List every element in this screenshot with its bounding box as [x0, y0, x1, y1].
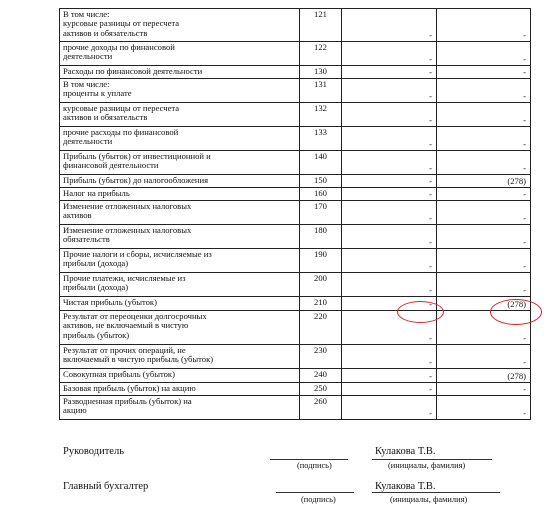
current-period-value: -	[429, 260, 432, 271]
row-name-cell: прочие расходы по финансовой деятельности	[60, 127, 300, 151]
row-name-cell: курсовые разницы от пересчета активов и обязательств	[60, 103, 300, 127]
current-period-cell	[342, 42, 437, 66]
previous-period-value: -	[523, 53, 526, 64]
row-name-cell: Изменение отложенных налоговых обязательств	[60, 225, 300, 249]
signature-line	[270, 459, 348, 460]
previous-period-value: -	[523, 29, 526, 40]
row-name-cell: Расходы по финансовой деятельности	[60, 66, 300, 79]
table-row	[60, 151, 531, 175]
row-code-cell: 133	[300, 127, 342, 151]
current-period-cell	[342, 396, 437, 420]
row-code-cell: 132	[300, 103, 342, 127]
previous-period-cell	[437, 383, 531, 396]
previous-period-cell	[437, 311, 531, 345]
current-period-cell	[342, 151, 437, 175]
previous-period-cell	[437, 151, 531, 175]
row-code-cell: 220	[300, 311, 342, 345]
previous-period-value: -	[523, 236, 526, 247]
previous-period-value: -	[523, 188, 526, 199]
current-period-value: -	[429, 356, 432, 367]
current-period-cell	[342, 175, 437, 188]
table-row	[60, 225, 531, 249]
current-period-value: -	[429, 162, 432, 173]
previous-period-cell	[437, 175, 531, 188]
table-row	[60, 345, 531, 369]
row-code-cell: 190	[300, 249, 342, 273]
row-code-cell: 160	[300, 188, 342, 201]
previous-period-cell	[437, 188, 531, 201]
previous-period-value: (278)	[507, 175, 526, 186]
current-period-cell	[342, 127, 437, 151]
previous-period-value: -	[523, 407, 526, 418]
name-line	[372, 492, 500, 493]
current-period-value: -	[429, 53, 432, 64]
previous-period-value: -	[523, 162, 526, 173]
current-period-value: -	[429, 66, 432, 77]
row-code-cell: 121	[300, 9, 342, 42]
row-code-cell: 130	[300, 66, 342, 79]
row-name-cell: Прочие налоги и сборы, исчисляемые из прибыли (дохода)	[60, 249, 300, 273]
name-caption: (инициалы, фамилия)	[388, 461, 466, 470]
previous-period-cell	[437, 66, 531, 79]
previous-period-value: -	[523, 356, 526, 367]
previous-period-value: -	[523, 90, 526, 101]
current-period-value: -	[429, 138, 432, 149]
row-name-cell: Результат от прочих операций, не включаемый в чистую прибыль (убыток)	[60, 345, 300, 369]
current-period-value: -	[429, 236, 432, 247]
table-body	[60, 9, 531, 420]
row-code-cell: 150	[300, 175, 342, 188]
row-name-cell: Совокупная прибыль (убыток)	[60, 369, 300, 383]
income-statement-table	[59, 8, 531, 420]
current-period-value: -	[429, 298, 432, 309]
table-row	[60, 66, 531, 79]
row-name-cell: Базовая прибыль (убыток) на акцию	[60, 383, 300, 396]
previous-period-value: -	[523, 383, 526, 394]
row-code-cell: 250	[300, 383, 342, 396]
previous-period-cell	[437, 396, 531, 420]
row-name-cell: Изменение отложенных налоговых активов	[60, 201, 300, 225]
previous-period-value: -	[523, 66, 526, 77]
row-code-cell: 131	[300, 79, 342, 103]
previous-period-value: (278)	[507, 298, 526, 309]
row-name-cell: Результат от переоценки долгосрочных активов, не включаемый в чистую прибыль (убыток)	[60, 311, 300, 345]
row-code-cell: 180	[300, 225, 342, 249]
previous-period-value: -	[523, 332, 526, 343]
table-row	[60, 188, 531, 201]
table-row	[60, 79, 531, 103]
table-row	[60, 9, 531, 42]
current-period-cell	[342, 9, 437, 42]
row-name-cell: прочие доходы по финансовой деятельности	[60, 42, 300, 66]
previous-period-cell	[437, 225, 531, 249]
previous-period-value: (278)	[507, 370, 526, 381]
current-period-value: -	[429, 175, 432, 186]
row-name-cell: Налог на прибыль	[60, 188, 300, 201]
row-code-cell: 140	[300, 151, 342, 175]
table-row	[60, 42, 531, 66]
row-code-cell: 200	[300, 273, 342, 297]
current-period-cell	[342, 188, 437, 201]
current-period-value: -	[429, 407, 432, 418]
current-period-cell	[342, 383, 437, 396]
row-code-cell: 210	[300, 297, 342, 311]
table-row	[60, 383, 531, 396]
table-row	[60, 273, 531, 297]
row-name-cell: В том числе: проценты к уплате	[60, 79, 300, 103]
previous-period-cell	[437, 249, 531, 273]
table-row	[60, 201, 531, 225]
previous-period-cell	[437, 201, 531, 225]
previous-period-value: -	[523, 212, 526, 223]
current-period-value: -	[429, 370, 432, 381]
row-name-cell: Прибыль (убыток) до налогообложения	[60, 175, 300, 188]
previous-period-cell	[437, 103, 531, 127]
current-period-cell	[342, 66, 437, 79]
previous-period-cell	[437, 273, 531, 297]
signature-name: Кулакова Т.В.	[375, 446, 436, 457]
previous-period-value: -	[523, 114, 526, 125]
table-row	[60, 396, 531, 420]
previous-period-value: -	[523, 284, 526, 295]
current-period-value: -	[429, 29, 432, 40]
current-period-value: -	[429, 212, 432, 223]
table-row	[60, 369, 531, 383]
previous-period-cell	[437, 79, 531, 103]
current-period-cell	[342, 369, 437, 383]
previous-period-value: -	[523, 138, 526, 149]
current-period-cell	[342, 201, 437, 225]
current-period-value: -	[429, 383, 432, 394]
previous-period-cell	[437, 42, 531, 66]
table-row	[60, 175, 531, 188]
current-period-cell	[342, 345, 437, 369]
signature-caption: (подпись)	[301, 495, 336, 504]
row-code-cell: 122	[300, 42, 342, 66]
current-period-cell	[342, 297, 437, 311]
row-code-cell: 260	[300, 396, 342, 420]
signature-role-label: Главный бухгалтер	[63, 481, 149, 492]
previous-period-cell	[437, 369, 531, 383]
current-period-value: -	[429, 284, 432, 295]
current-period-cell	[342, 103, 437, 127]
row-name-cell: Чистая прибыль (убыток)	[60, 297, 300, 311]
table-row	[60, 103, 531, 127]
row-name-cell: Прочие платежи, исчисляемые из прибыли (дохода)	[60, 273, 300, 297]
current-period-cell	[342, 273, 437, 297]
previous-period-cell	[437, 297, 531, 311]
current-period-value: -	[429, 188, 432, 199]
row-code-cell: 240	[300, 369, 342, 383]
name-line	[372, 459, 492, 460]
current-period-value: -	[429, 114, 432, 125]
table-row	[60, 127, 531, 151]
current-period-cell	[342, 249, 437, 273]
previous-period-cell	[437, 9, 531, 42]
signature-role-label: Руководитель	[63, 446, 124, 457]
current-period-value: -	[429, 332, 432, 343]
current-period-cell	[342, 311, 437, 345]
previous-period-cell	[437, 127, 531, 151]
table-row	[60, 311, 531, 345]
current-period-cell	[342, 79, 437, 103]
current-period-cell	[342, 225, 437, 249]
table-row	[60, 249, 531, 273]
signature-name: Кулакова Т.В.	[375, 481, 436, 492]
row-code-cell: 230	[300, 345, 342, 369]
row-name-cell: Разводненная прибыль (убыток) на акцию	[60, 396, 300, 420]
current-period-value: -	[429, 90, 432, 101]
table-row	[60, 297, 531, 311]
row-code-cell: 170	[300, 201, 342, 225]
previous-period-cell	[437, 345, 531, 369]
name-caption: (инициалы, фамилия)	[390, 495, 468, 504]
previous-period-value: -	[523, 260, 526, 271]
signature-line	[276, 492, 354, 493]
signature-caption: (подпись)	[297, 461, 332, 470]
row-name-cell: В том числе: курсовые разницы от пересчета активов и обязательств	[60, 9, 300, 42]
row-name-cell: Прибыль (убыток) от инвестиционной и финансовой деятельности	[60, 151, 300, 175]
